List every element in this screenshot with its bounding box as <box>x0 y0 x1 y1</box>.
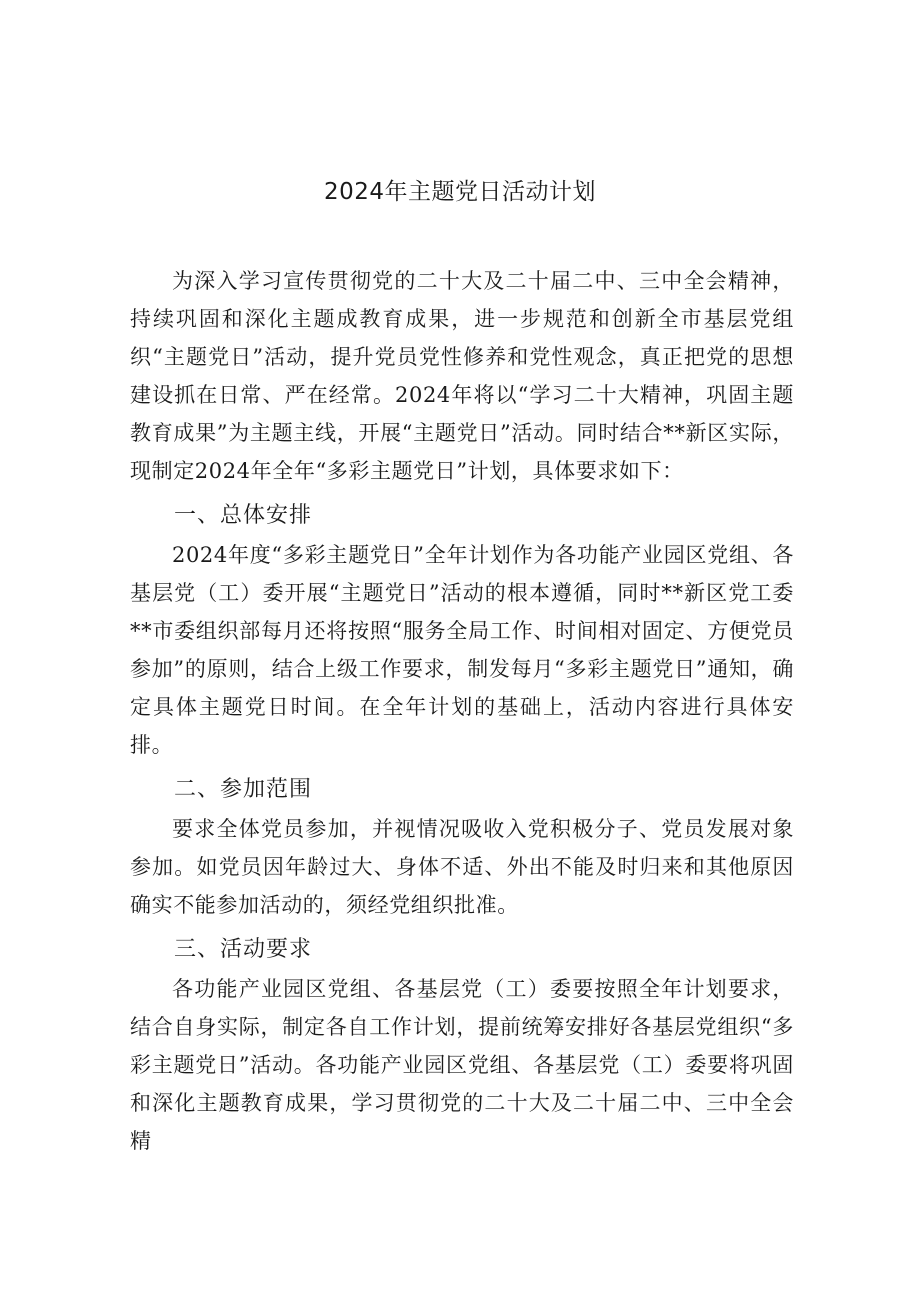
section-heading-participation-scope: 二、参加范围 <box>174 777 313 802</box>
section-body-participation-scope: 要求全体党员参加，并视情况吸收入党积极分子、党员发展对象参加。如党员因年龄过大、身体不适、外出不能及时归来和其他原因确实不能参加活动的，须经党组织批准。 <box>130 817 794 917</box>
intro-paragraph: 为深入学习宣传贯彻党的二十大及二十届二中、三中全会精神，持续巩固和深化主题成教育成果，进一步规范和创新全市基层党组织“主题党日”活动，提升党员党性修养和党性观念，真正把党的思想建设抓在日常、严在经常。2024年将以“学习二十大精神，巩固主题教育成果”为主题主线，开展“主题党日”活动。同时结合**新区实际，现制定2024年全年“多彩主题党日”计划，具体要求如下： <box>130 269 794 483</box>
section-heading-activity-requirements: 三、活动要求 <box>174 937 313 962</box>
section-body-activity-requirements: 各功能产业园区党组、各基层党（工）委要按照全年计划要求，结合自身实际，制定各自工作计划，提前统筹安排好各基层党组织“多彩主题党日”活动。各功能产业园区党组、各基层党（工）委要将巩固和深化主题教育成果，学习贯彻党的二十大及二十届二中、三中全会精 <box>130 977 794 1153</box>
document-title: 2024年主题党日活动计划 <box>323 179 597 205</box>
section-body-overall-arrangement: 2024年度“多彩主题党日”全年计划作为各功能产业园区党组、各基层党（工）委开展“主题党日”活动的根本遵循，同时**新区党工委**市委组织部每月还将按照“服务全局工作、时间相对固定、方便党员参加”的原则，结合上级工作要求，制发每月“多彩主题党日”通知，确定具体主题党日时间。在全年计划的基础上，活动内容进行具体安排。 <box>130 543 794 757</box>
section-heading-overall-arrangement: 一、总体安排 <box>174 503 313 528</box>
document-body <box>130 262 794 1160</box>
